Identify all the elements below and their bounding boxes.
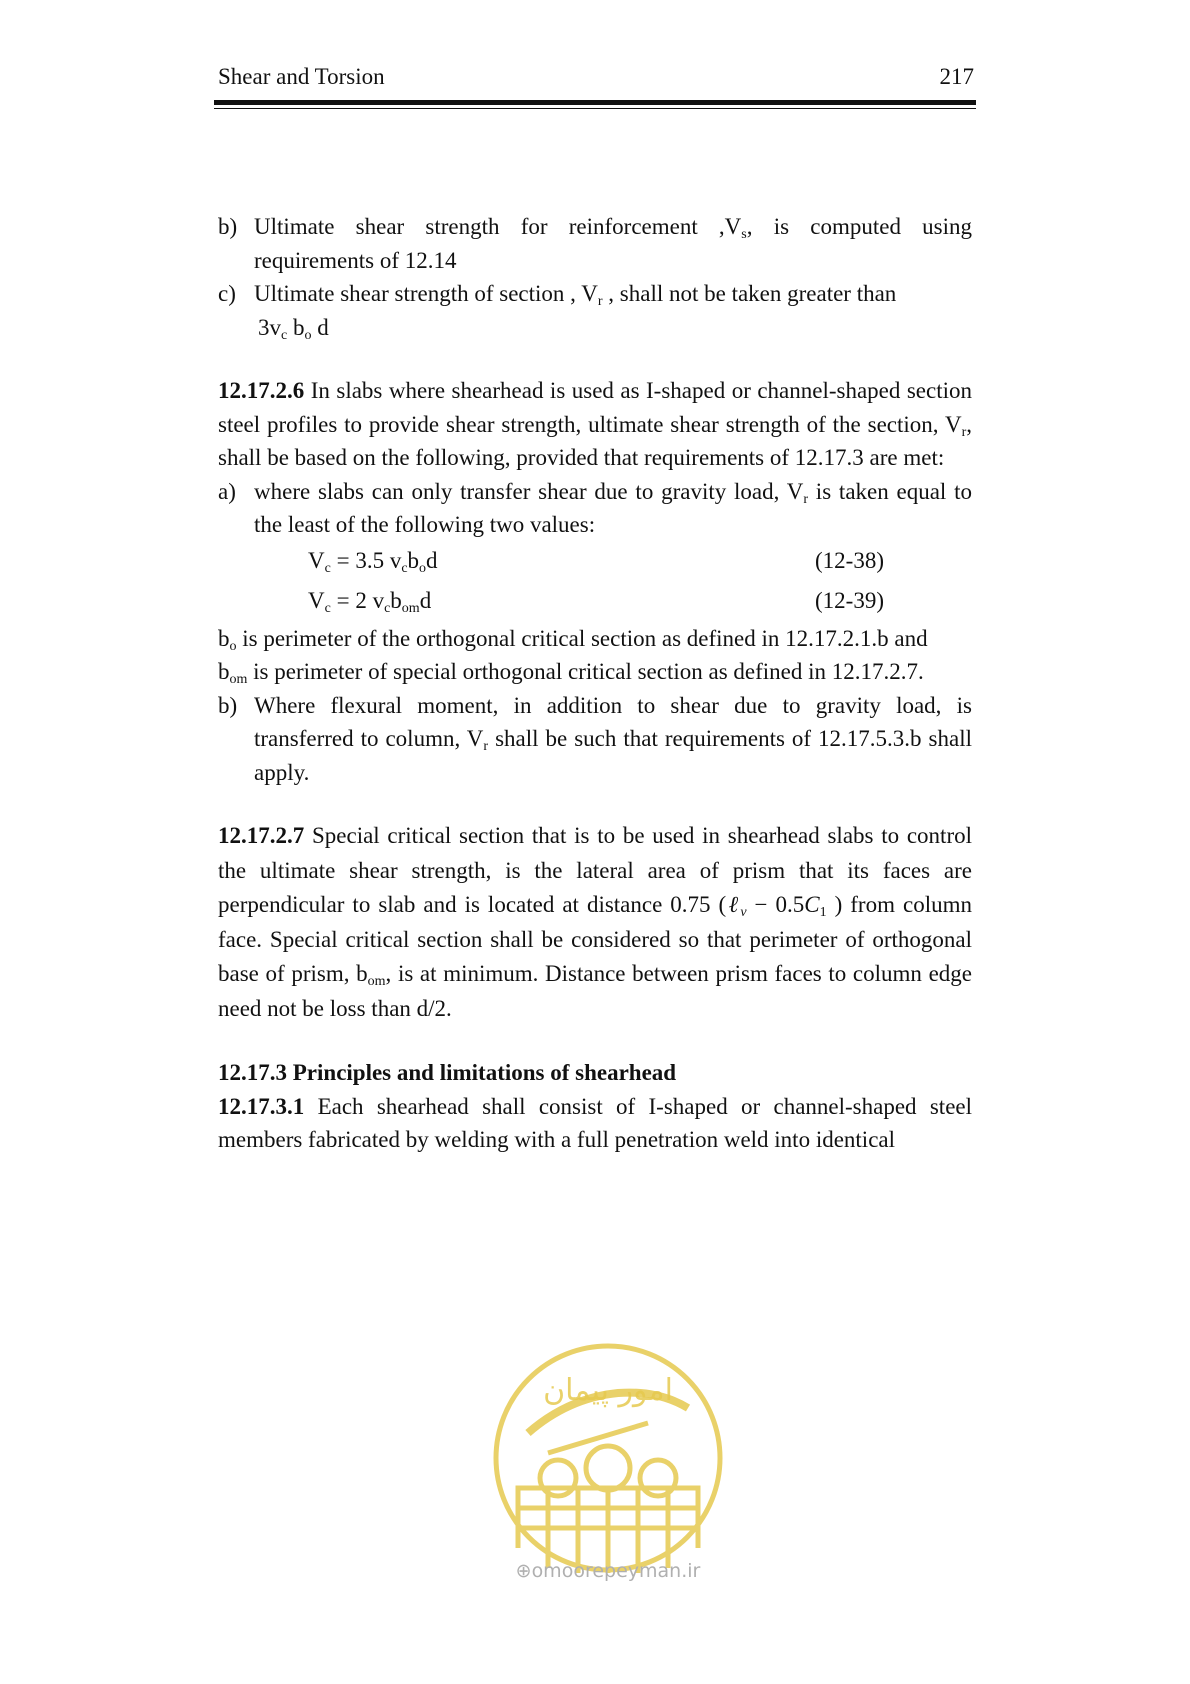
header-rule-thin [214,108,976,109]
equation-number: (12-38) [815,547,884,573]
inline-formula: $3v_c$ $b_o$ d [258,314,329,343]
page-number: 217 [939,64,974,89]
equation-number: (12-39) [815,587,884,613]
equation-12-39: $V_c = 2$ $v_cb_{om}d$ (12-39) [218,582,972,622]
section-number: 12.17.2.6 [218,378,305,403]
section-heading-12-17-3: 12.17.3 Principles and limitations of shearhead [218,1060,677,1085]
section-number: 12.17.3.1 [218,1093,305,1119]
list-item-c-section-strength: c) Ultimate shear strength of section , $V_r$ , shall not be taken greater than $3v_c$ $b_o$ d [218,281,897,343]
paragraph-12-17-2-7: 12.17.2.7 Special critical section that is to be used in shearhead slabs to control the ultimate shear strength, is the lateral area of prism that its faces are perpendicular to slab and is located at distance 0.75 (ℓ$_v$ − $0.5C_1$ ) from column face. Special critical section shall be considered so that perimeter of orthogonal base of prism, $b_{om}$, is at minimum. Distance between prism faces to column edge need not be loss than d/2. [218,823,972,1021]
paragraph-12-17-2-6: 12.17.2.6 In slabs where shearhead is used as I-shaped or channel-shaped section steel profiles to provide shear strength, ultimate shear strength of the section, $V_r$, shall be based on the following, provided that requirements of 12.17.3 are met: [218,378,972,470]
header-title: Shear and Torsion [218,64,385,89]
globe-icon: ⊕ [515,1560,532,1582]
list-item-b-reinforcement: b) Ultimate shear strength for reinforcement $,V_s$, is computed using requirements of 12.14 [218,214,972,273]
watermark-logo [488,1338,728,1578]
section-number: 12.17.2.7 [218,823,305,848]
definition-paragraph: $b_o$ is perimeter of the orthogonal critical section as defined in 12.17.2.1.b and $b_{om}$ is perimeter of special orthogonal critical section as defined in 12.17.2.7. [218,625,928,687]
list-item-a-gravity-load: a) where slabs can only transfer shear due to gravity load, $V_r$ is taken equal to the least of the following two values: [218,478,972,537]
svg-text:امور پیمان: امور پیمان [543,1373,673,1408]
body-text [218,210,972,1157]
header-rule-thick [214,100,976,105]
list-item-b-flexural-moment: b) Where flexural moment, in addition to shear due to gravity load, is transferred to column, $V_r$ shall be such that requirements of 12.17.5.3.b shall apply. [218,692,972,785]
equation-12-38: $V_c = 3.5$ $v_cb_od$ (12-38) [218,542,972,582]
watermark-url: ⊕omoorepeyman.ir [515,1560,701,1582]
paragraph-12-17-3-1: 12.17.3.1 Each shearhead shall consist of I-shaped or channel-shaped steel members fabricated by welding with a full penetration weld into identical [218,1093,972,1152]
running-header [218,64,974,94]
